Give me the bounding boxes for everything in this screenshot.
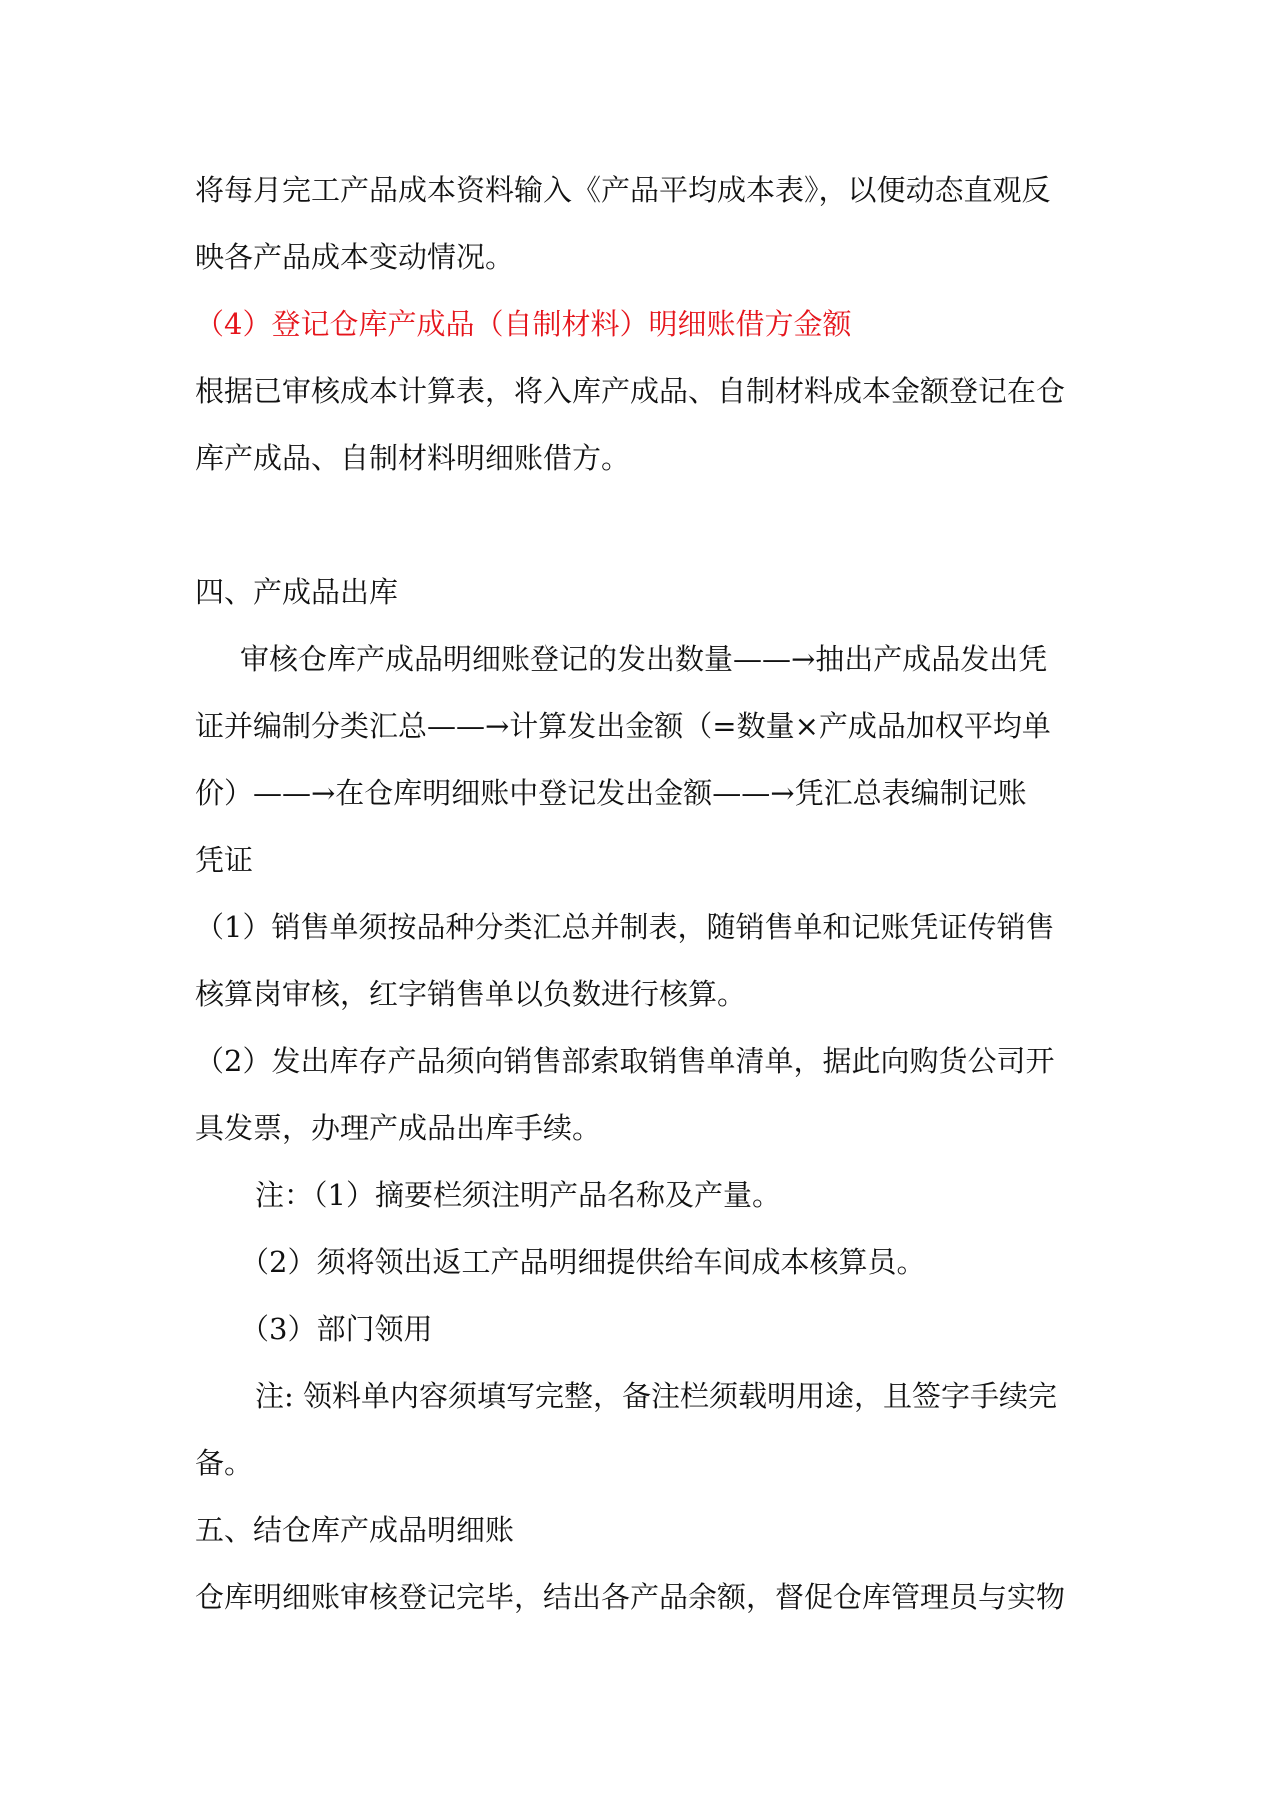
- flow-line-1: 审核仓库产成品明细账登记的发出数量——→抽出产成品发出凭: [240, 642, 1048, 676]
- flow-line-4: 凭证: [195, 843, 254, 877]
- paragraph-last: 仓库明细账审核登记完毕，结出各产品余额，督促仓库管理员与实物: [195, 1580, 1066, 1614]
- paragraph-line-3: 根据已审核成本计算表，将入库产成品、自制材料成本金额登记在仓: [195, 374, 1066, 408]
- subheading-4: （4）登记仓库产成品（自制材料）明细账借方金额: [195, 307, 852, 341]
- item-2-line-1: （2）发出库存产品须向销售部索取销售单清单，据此向购货公司开: [195, 1044, 1055, 1078]
- item-2-line-2: 具发票，办理产成品出库手续。: [195, 1111, 602, 1145]
- note-4-line-2: 备。: [195, 1446, 254, 1480]
- item-1-line-1: （1）销售单须按品种分类汇总并制表，随销售单和记账凭证传销售: [195, 910, 1055, 944]
- flow-line-2: 证并编制分类汇总——→计算发出金额（=数量×产成品加权平均单: [195, 709, 1051, 743]
- paragraph-line-1: 将每月完工产品成本资料输入《产品平均成本表》，以便动态直观反: [195, 173, 1051, 207]
- section-heading-4: 四、产成品出库: [195, 575, 399, 609]
- section-heading-5: 五、结仓库产成品明细账: [195, 1513, 515, 1547]
- note-2: （2）须将领出返工产品明细提供给车间成本核算员。: [240, 1245, 926, 1279]
- note-3: （3）部门领用: [240, 1312, 433, 1346]
- note-1: 注：（1）摘要栏须注明产品名称及产量。: [255, 1178, 781, 1212]
- note-4-line-1: 注: 领料单内容须填写完整，备注栏须载明用途，且签字手续完: [255, 1379, 1057, 1413]
- paragraph-line-2: 映各产品成本变动情况。: [195, 240, 515, 274]
- item-1-line-2: 核算岗审核，红字销售单以负数进行核算。: [195, 977, 747, 1011]
- flow-line-3: 价）——→在仓库明细账中登记发出金额——→凭汇总表编制记账: [195, 776, 1027, 810]
- paragraph-line-4: 库产成品、自制材料明细账借方。: [195, 441, 631, 475]
